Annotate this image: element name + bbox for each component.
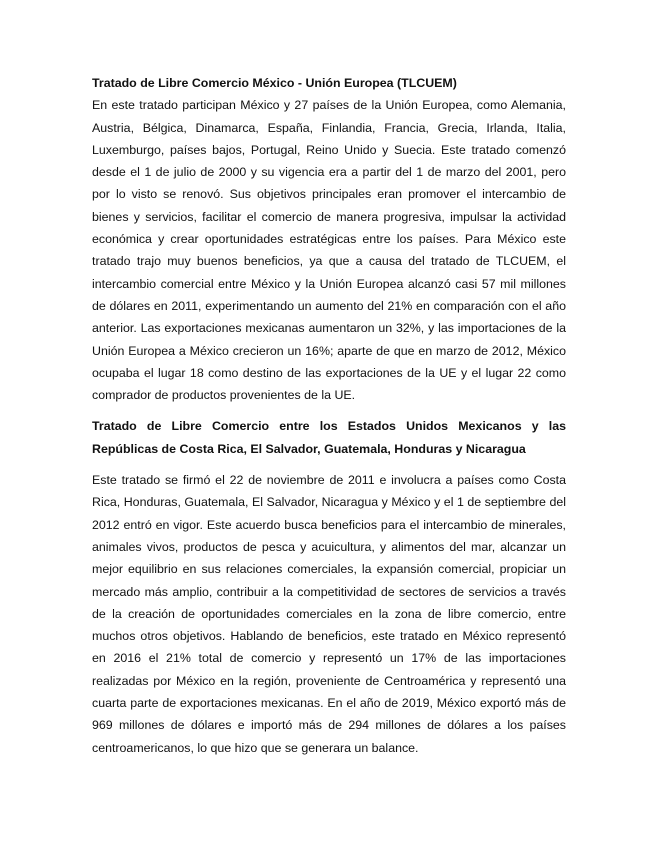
- section-2-heading: Tratado de Libre Comercio entre los Estados Unidos Mexicanos y las Repúblicas de Costa Rica, El Salvador, Guatemala, Honduras y Nicaragua: [92, 419, 566, 456]
- section-1-heading: Tratado de Libre Comercio México - Unión Europea (TLCUEM): [92, 76, 457, 90]
- section-1-paragraph: En este tratado participan México y 27 países de la Unión Europea, como Alemania, Austria, Bélgica, Dinamarca, España, Finlandia, Francia, Grecia, Irlanda, Italia, Luxemburgo, países bajos, Portugal, Reino Unido y Suecia. Este tratado comenzó desde el 1 de julio de 2000 y su vigencia era a partir del 1 de marzo del 2001, pero por lo visto se renovó. Sus objetivos principales eran promover el intercambio de bienes y servicios, facilitar el comercio de manera progresiva, impulsar la actividad económica y crear oportunidades estratégicas entre los países. Para México este tratado trajo muy buenos beneficios, ya que a causa del tratado de TLCUEM, el intercambio comercial entre México y la Unión Europea alcanzó casi 57 mil millones de dólares en 2011, experimentando un aumento del 21% en comparación con el año anterior. Las exportaciones mexicanas aumentaron un 32%, y las importaciones de la Unión Europea a México crecieron un 16%; aparte de que en marzo de 2012, México ocupaba el lugar 18 como destino de las exportaciones de la UE y el lugar 22 como comprador de productos provenientes de la UE.: [92, 98, 566, 403]
- document-page: [92, 72, 566, 759]
- section-2-paragraph: Este tratado se firmó el 22 de noviembre de 2011 e involucra a países como Costa Rica, Honduras, Guatemala, El Salvador, Nicaragua y México y el 1 de septiembre del 2012 entró en vigor. Este acuerdo busca beneficios para el intercambio de minerales, animales vivos, productos de pesca y acuicultura, y alimentos del mar, alcanzar un mejor equilibrio en sus relaciones comerciales, la expansión comercial, propiciar un mercado más amplio, contribuir a la competitividad de sectores de servicios a través de la creación de oportunidades comerciales en la zona de libre comercio, entre muchos otros objetivos. Hablando de beneficios, este tratado en México representó en 2016 el 21% total de comercio y representó un 17% de las importaciones realizadas por México en la región, proveniente de Centroamérica y representó una cuarta parte de exportaciones mexicanas. En el año de 2019, México exportó más de 969 millones de dólares e importó más de 294 millones de dólares a los países centroamericanos, lo que hizo que se generara un balance.: [92, 473, 566, 755]
